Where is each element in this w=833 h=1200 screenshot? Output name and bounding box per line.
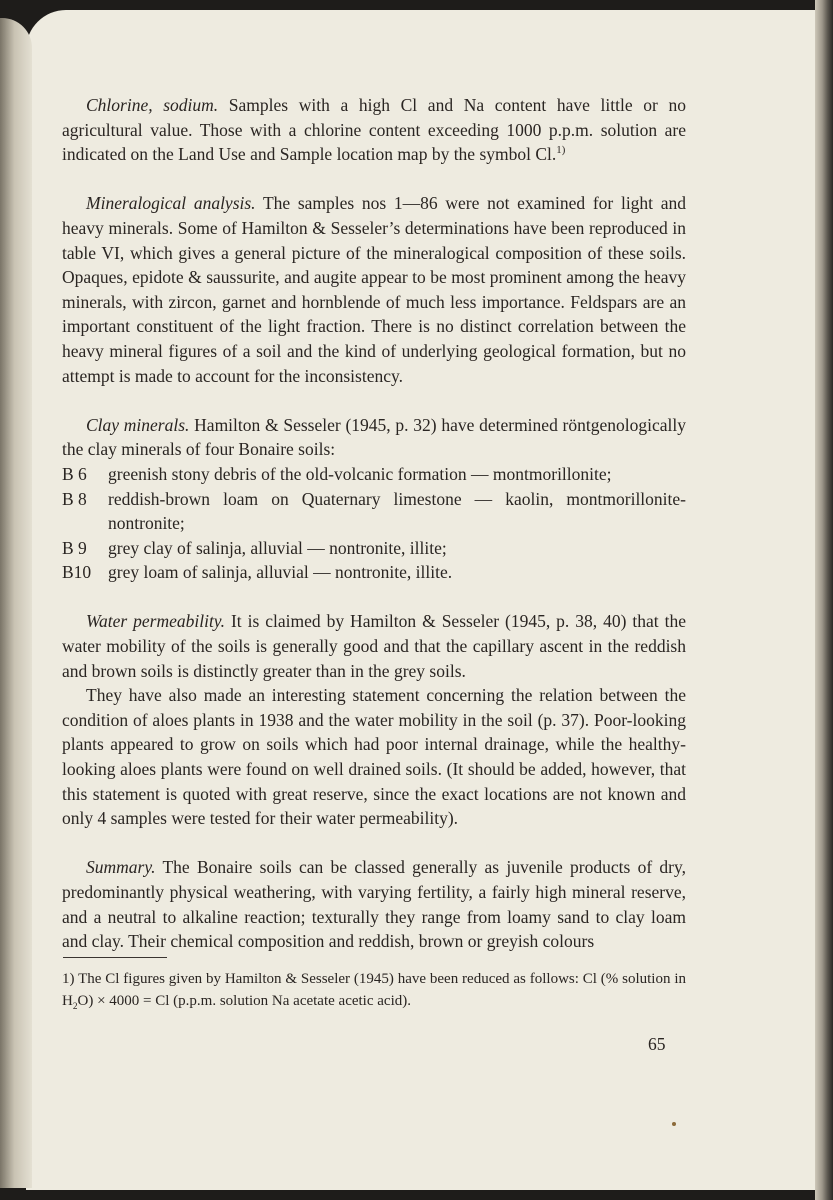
ink-speck [672,1122,676,1126]
text-chlorine: Samples with a high Cl and Na content have little or no agricultural value. Those with a chlorine content exceeding 1000 p.p.m. solution are indicated on the Land Use and Sample location map by the symbol Cl. [62,95,686,165]
text-water-2: They have also made an interesting statement concerning the relation between the condition of aloes plants in 1938 and the water mobility in the soil (p. 37). Poor-looking plants appeared to grow on soils which had poor internal drainage, while the healthy-looking aloes plants were found on well drained soils. (It should be added, however, that this statement is quoted with great reserve, since the exact locations are not known and only 4 samples were tested for their water permeability). [62,685,686,829]
heading-water: Water permeability. [86,611,225,632]
heading-clay: Clay minerals. [86,414,190,435]
footnote-text-a: The Cl figures given by Hamilton & Sesseler (1945) have been reduced as follows: Cl (% solution in H [62,971,686,1009]
text-mineralogical: The samples nos 1—86 were not examined for light and heavy minerals. Some of Hamilton & Sesseler’s determinations have been reproduced in table VI, which gives a general picture of the mineralogical composition of these soils. Opaques, epidote & saussurite, and augite appear to be most prominent among the heavy minerals, with zircon, garnet and hornblende of much less importance. Feldspars are an important constituent of the light fraction. There is no distinct correlation between the heavy mineral figures of a soil and the kind of underlying geological formation, but no attempt is made to account for the inconsistency. [62,193,687,386]
text-water: It is claimed by Hamilton & Sesseler (1945, p. 38, 40) that the water mobility of the soils is generally good and that the capillary ascent in the reddish and brown soils is distinctly greater than in the grey soils. [62,611,686,681]
paragraph-water-2 [62,683,686,831]
list-item [62,487,686,536]
list-item [62,560,686,585]
sample-description: greenish stony debris of the old-volcanic formation — montmorillonite; [108,463,612,484]
footnote-subscript: 2 [72,1002,78,1012]
text-clay: Hamilton & Sesseler (1945, p. 32) have determined röntgenologically the clay minerals of four Bonaire soils: [62,414,686,460]
body-text [62,93,686,954]
page-stack-edge [815,0,833,1200]
footnote-rule [63,957,167,958]
list-item [62,462,686,487]
footnote-text-b: O) × 4000 = Cl (p.p.m. solution Na acetate acetic acid). [77,993,411,1009]
paragraph-summary [62,855,686,953]
paragraph-clay [62,413,686,462]
page-number: 65 [648,1034,666,1054]
sample-description: reddish-brown loam on Quaternary limestone — kaolin, montmorillonite-nontronite; [108,488,686,534]
facing-page-edge [0,18,32,1188]
sample-description: grey loam of salinja, alluvial — nontronite, illite. [108,562,453,583]
paragraph-water [62,609,686,683]
footnote-ref: 1) [556,144,566,157]
heading-chlorine: Chlorine, sodium. [86,95,219,115]
text-summary: The Bonaire soils can be classed generally as juvenile products of dry, predominantly physical weathering, with varying fertility, a fairly high mineral reserve, and a neutral to alkaline reaction; texturally they range from loamy sand to clay loam and clay. Their chemical composition and reddish, brown or greyish colours [62,857,686,952]
heading-summary: Summary. [86,857,156,878]
list-item [62,536,686,561]
clay-list [62,462,686,585]
sample-id: B 6 [62,463,87,484]
sample-id: B 8 [62,488,87,509]
sample-description: grey clay of salinja, alluvial — nontronite, illite; [108,537,447,558]
footnote-marker: 1) [62,971,75,987]
sample-id: B 9 [62,537,87,558]
footnote [62,968,686,1012]
heading-mineralogical: Mineralogical analysis. [86,193,256,214]
paragraph-chlorine [62,93,686,167]
paragraph-mineralogical [62,191,686,388]
sample-id: B10 [62,562,92,583]
